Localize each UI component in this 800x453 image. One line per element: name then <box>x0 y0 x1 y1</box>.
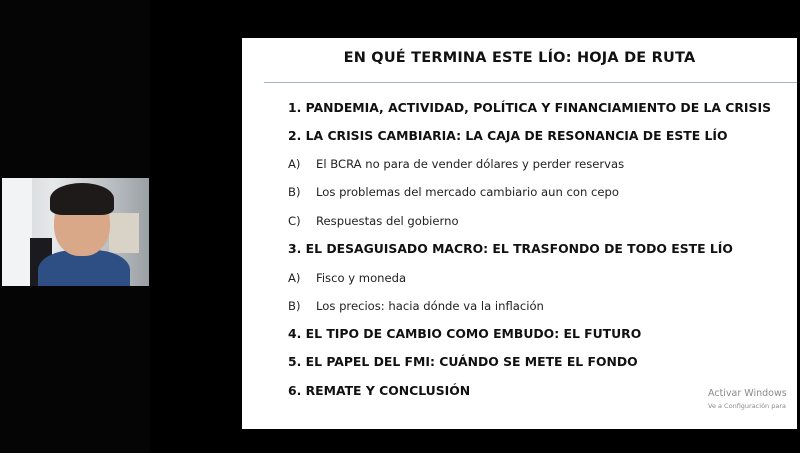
agenda-item-5: 5. EL PAPEL DEL FMI: CUÁNDO SE METE EL FONDO <box>288 354 638 369</box>
presenter-hair <box>50 183 114 215</box>
subitem-label: B) <box>288 299 301 313</box>
agenda-list <box>242 38 797 429</box>
subitem-text: Los precios: hacia dónde va la inflación <box>316 299 544 313</box>
activation-watermark <box>708 388 787 410</box>
subitem-label: A) <box>288 271 301 285</box>
agenda-item-3: 3. EL DESAGUISADO MACRO: EL TRASFONDO DE TODO ESTE LÍO <box>288 241 733 256</box>
agenda-item-4: 4. EL TIPO DE CAMBIO COMO EMBUDO: EL FUTURO <box>288 326 642 341</box>
subitem-label: B) <box>288 185 301 199</box>
background-wall <box>2 178 32 286</box>
agenda-item-6: 6. REMATE Y CONCLUSIÓN <box>288 383 471 398</box>
watermark-title: Activar Windows <box>708 388 787 399</box>
agenda-subitem-2b <box>288 185 619 199</box>
subitem-text: Los problemas del mercado cambiario aun con cepo <box>316 185 619 199</box>
watermark-subtitle: Ve a Configuración para <box>708 402 786 410</box>
webcam-video[interactable] <box>2 178 149 286</box>
participant-panel <box>0 0 150 453</box>
agenda-subitem-3a <box>288 271 406 285</box>
agenda-subitem-2a <box>288 157 624 171</box>
agenda-subitem-3b <box>288 299 544 313</box>
slide-title: EN QUÉ TERMINA ESTE LÍO: HOJA DE RUTA <box>343 50 696 66</box>
subitem-label: A) <box>288 157 301 171</box>
agenda-subitem-2c <box>288 214 459 228</box>
presentation-slide <box>242 38 797 429</box>
subitem-text: Fisco y moneda <box>316 271 407 285</box>
subitem-label: C) <box>288 214 301 228</box>
subitem-text: Respuestas del gobierno <box>316 214 459 228</box>
agenda-item-1: 1. PANDEMIA, ACTIVIDAD, POLÍTICA Y FINANCIAMIENTO DE LA CRISIS <box>288 100 771 115</box>
agenda-item-2: 2. LA CRISIS CAMBIARIA: LA CAJA DE RESONANCIA DE ESTE LÍO <box>288 128 728 143</box>
subitem-text: El BCRA no para de vender dólares y perder reservas <box>316 157 625 171</box>
background-shelf <box>109 213 139 253</box>
